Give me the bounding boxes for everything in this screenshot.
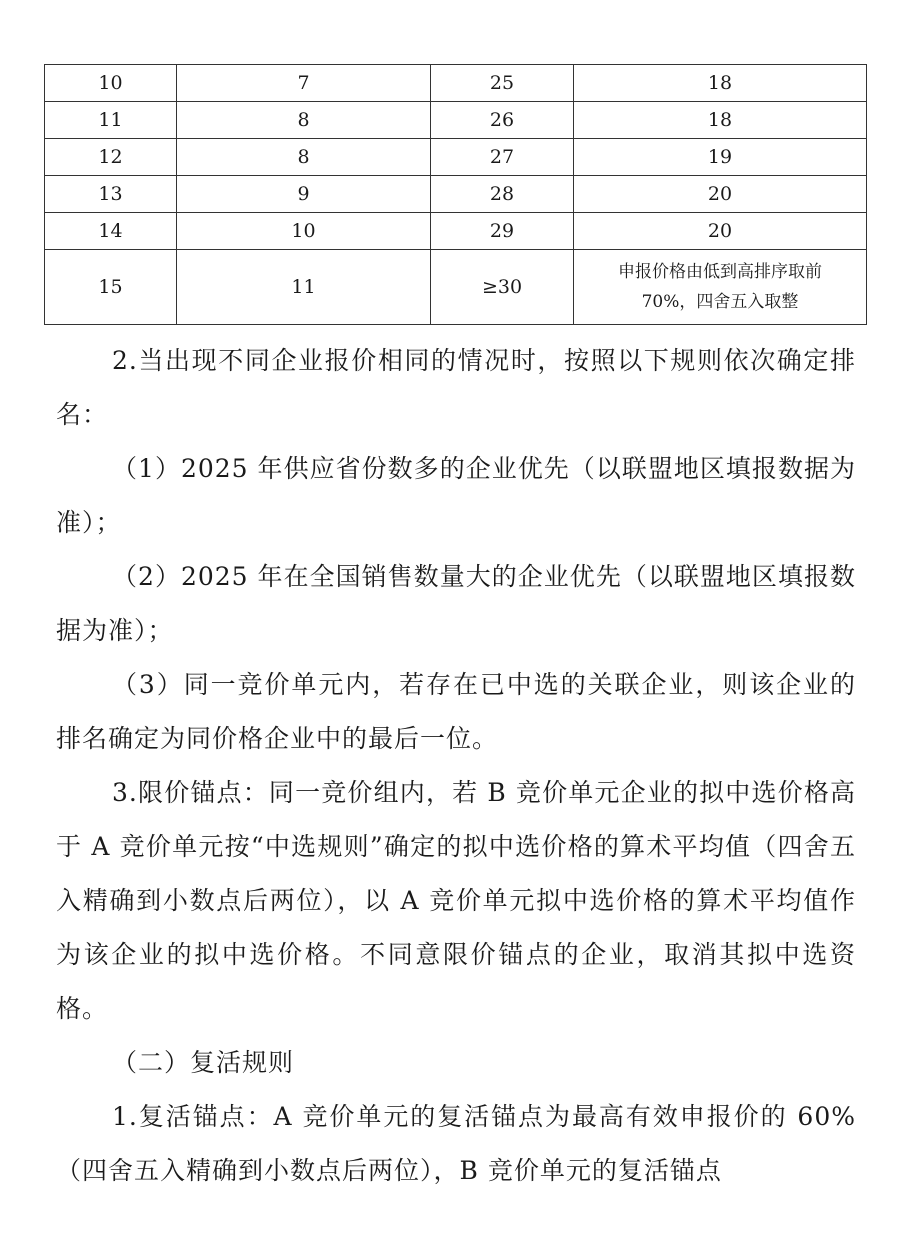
table-cell: 9 (177, 176, 431, 213)
table-row (45, 65, 867, 102)
section-heading-revival: （二）复活规则 (112, 1048, 295, 1077)
table-cell: 18 (574, 65, 867, 102)
rule-line-1: 申报价格由低到高排序取前 (618, 262, 822, 282)
table-cell: 20 (574, 213, 867, 250)
table-cell: 20 (574, 176, 867, 213)
ranking-table (44, 64, 867, 325)
table-row (45, 250, 867, 325)
table-row (45, 176, 867, 213)
paragraph-rule-1: （1）2025 年供应省份数多的企业优先（以联盟地区填报数据为准）； (56, 454, 856, 537)
table-cell: 8 (177, 139, 431, 176)
table-cell: 13 (45, 176, 177, 213)
table-cell: 26 (431, 102, 574, 139)
table-cell: 29 (431, 213, 574, 250)
table-cell-rule (574, 250, 867, 325)
table-cell: 10 (45, 65, 177, 102)
table-cell: 14 (45, 213, 177, 250)
table-cell: 12 (45, 139, 177, 176)
table-row (45, 213, 867, 250)
paragraph-revival-anchor: 1.复活锚点：A 竞价单元的复活锚点为最高有效申报价的 60%（四舍五入精确到小数点后两位），B 竞价单元的复活锚点 (56, 1102, 856, 1185)
table-cell: 7 (177, 65, 431, 102)
table-cell: 28 (431, 176, 574, 213)
paragraph-rule-2: （2）2025 年在全国销售数量大的企业优先（以联盟地区填报数据为准）； (56, 562, 856, 645)
table-cell: 27 (431, 139, 574, 176)
table-cell: 11 (177, 250, 431, 325)
rule-line-2: 70%，四舍五入取整 (641, 292, 799, 312)
table-cell: 8 (177, 102, 431, 139)
paragraph-rule-3: （3）同一竞价单元内，若存在已中选的关联企业，则该企业的排名确定为同价格企业中的最后一位。 (56, 670, 856, 753)
paragraph-price-anchor: 3.限价锚点：同一竞价组内，若 B 竞价单元企业的拟中选价格高于 A 竞价单元按“中选规则”确定的拟中选价格的算术平均值（四舍五入精确到小数点后两位），以 A 竞价单元拟中选价格的算术平均值作为该企业的拟中选价格。不同意限价锚点的企业，取消其拟中选资格。 (56, 778, 856, 1023)
table-cell: 10 (177, 213, 431, 250)
table-cell: 18 (574, 102, 867, 139)
table-cell: ≥30 (431, 250, 574, 325)
table-cell: 15 (45, 250, 177, 325)
document-body (56, 334, 856, 1198)
table-row (45, 102, 867, 139)
table-row (45, 139, 867, 176)
table-cell: 25 (431, 65, 574, 102)
table-cell: 19 (574, 139, 867, 176)
table-cell: 11 (45, 102, 177, 139)
paragraph-tie-rule: 2.当出现不同企业报价相同的情况时，按照以下规则依次确定排名： (56, 346, 856, 429)
